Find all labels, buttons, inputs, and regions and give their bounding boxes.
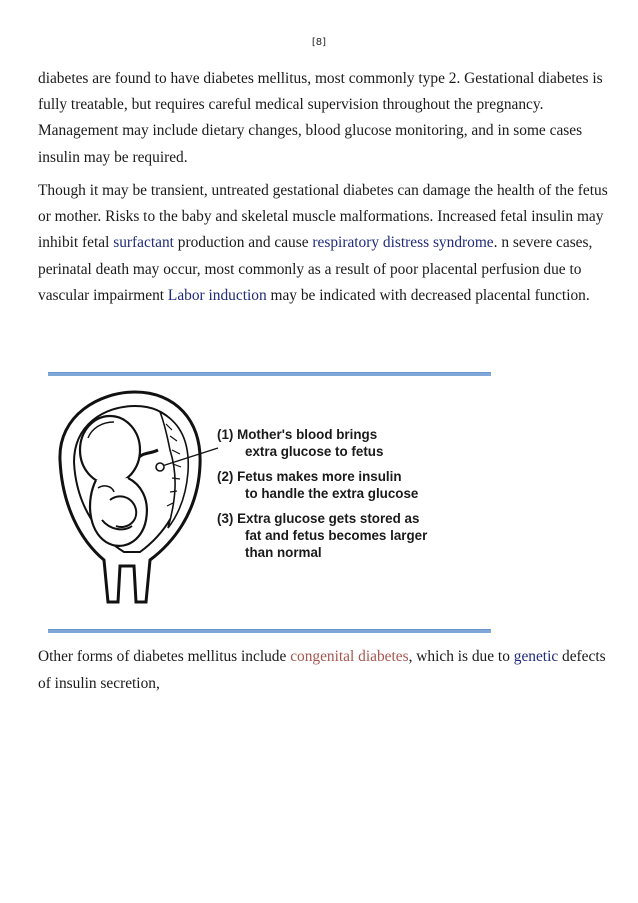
paragraph-risks [38,178,608,309]
step-3-line-2: fat and fetus becomes larger [245,528,428,543]
paragraph-other-forms-text-2: , which is due to [408,648,514,665]
paragraph-other-forms-text-3: defects of insulin secretion, [38,648,606,692]
fetus-in-uterus-illustration [40,380,220,620]
figure-step-2 [217,468,427,502]
step-3-line-1: (3) Extra glucose gets stored as [217,511,420,526]
paragraph-risks-text-2: production and cause [173,234,313,252]
paragraph-risks-text-1: Though it may be transient, untreated gestational diabetes can damage the health of the fetus or mother. Risks to the baby and skeletal muscle malformations. Increased fetal insulin may inhibit fetal [38,182,608,252]
surfactant-link[interactable]: surfactant [113,234,174,252]
step-2-line-2: to handle the extra glucose [245,486,419,501]
figure-step-1 [217,426,427,460]
step-1-line-1: (1) Mother's blood brings [217,427,378,442]
paragraph-other-forms-text-1: Other forms of diabetes mellitus include [38,648,291,665]
step-2-line-1: (2) Fetus makes more insulin [217,469,402,484]
labor-induction-link[interactable]: Labor induction [167,286,267,304]
respiratory-distress-syndrome-link[interactable]: respiratory distress syndrome [312,234,494,252]
figure-bottom-divider [48,629,491,633]
step-3-line-3: than normal [245,545,322,560]
paragraph-other-forms [38,643,608,697]
congenital-diabetes-link[interactable]: congenital diabetes [290,648,409,665]
paragraph-risks-text-4: may be indicated with decreased placental function. [266,286,590,304]
gestational-diabetes-figure [40,380,500,624]
paragraph-risks-text-3: . n severe cases, perinatal death may occur, most commonly as a result of poor placental perfusion due to vascular impairment [38,234,593,304]
figure-step-3 [217,510,427,561]
paragraph-gestational-treatment: diabetes are found to have diabetes mellitus, most commonly type 2. Gestational diabetes is fully treatable, but requires careful medical supervision throughout the pregnancy. Management may include dietary changes, blood glucose monitoring, and in some cases insulin may be required. [38,70,603,166]
step-1-line-2: extra glucose to fetus [245,444,384,459]
figure-top-divider [48,372,491,376]
figure-steps [217,426,427,569]
page-number: [8] [311,37,327,48]
genetic-link[interactable]: genetic [513,648,559,665]
